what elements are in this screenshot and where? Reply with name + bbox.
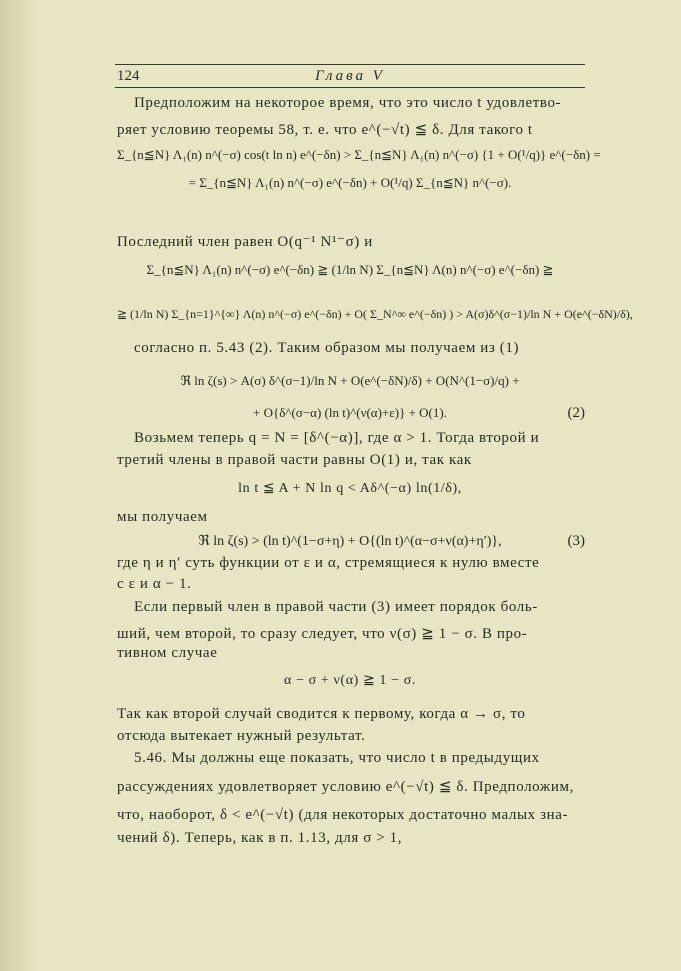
header-top-rule: [115, 64, 585, 65]
formula-line: = Σ_{n≦N} Λ₁(n) n^(−σ) e^(−δn) + O(¹/q) Σ_{n≦N} n^(−σ).: [188, 175, 512, 190]
page-number: 124: [117, 68, 140, 84]
text-line: согласно п. 5.43 (2). Таким образом мы получаем из (1): [134, 340, 520, 356]
equation-number: (2): [567, 405, 585, 421]
text-line: с ε и α − 1.: [117, 576, 192, 592]
text-line: ший, чем второй, то сразу следует, что ν(σ) ≧ 1 − σ. В про-: [117, 626, 528, 642]
text-line: что, наоборот, δ < e^(−√t) (для некоторых достаточно малых зна-: [117, 807, 569, 823]
scan-shadow: [0, 0, 40, 971]
text-line: Так как второй случай сводится к первому, когда α → σ, то: [117, 706, 526, 722]
formula-line: α − σ + ν(α) ≧ 1 − σ.: [284, 673, 416, 688]
text-line: Возьмем теперь q = N = [δ^(−α)], где α > 1. Тогда второй и: [134, 430, 540, 446]
formula-line: ℜ ln ζ(s) > (ln t)^(1−σ+η) + O{(ln t)^(α−σ+ν(α)+η′)},: [198, 534, 502, 549]
formula-line: ≧ (1/ln N) Σ_{n=1}^{∞} Λ(n) n^(−σ) e^(−δn) + O( Σ_N^∞ e^(−δn) ) > A(σ)δ^(σ−1)/ln N + O(e^(−δN)/δ),: [117, 307, 633, 321]
text-line: Последний член равен O(q⁻¹ N¹⁻σ) и: [117, 234, 373, 250]
text-line: рассуждениях удовлетворяет условию e^(−√t) ≦ δ. Предположим,: [117, 779, 574, 795]
equation-number: (3): [567, 533, 585, 549]
text-line: Предположим на некоторое время, что это число t удовлетво-: [134, 95, 562, 111]
text-line: отсюда вытекает нужный результат.: [117, 728, 366, 744]
text-line: где η и η′ суть функции от ε и α, стремящиеся к нулю вместе: [117, 555, 540, 571]
formula-line: Σ_{n≦N} Λ₁(n) n^(−σ) cos(t ln n) e^(−δn) > Σ_{n≦N} Λ₁(n) n^(−σ) {1 + O(¹/q)} e^(−δn) =: [117, 147, 601, 162]
formula-line: + O{δ^(σ−α) (ln t)^(ν(α)+ε)} + O(1).: [253, 405, 447, 420]
text-line: тивном случае: [117, 645, 218, 661]
formula-line: ln t ≦ A + N ln q < Aδ^(−α) ln(1/δ),: [238, 481, 462, 496]
text-line: Если первый член в правой части (3) имеет порядок боль-: [134, 599, 538, 615]
section-start-line: 5.46. Мы должны еще показать, что число t в предыдущих: [134, 750, 540, 766]
formula-line: Σ_{n≦N} Λ₁(n) n^(−σ) e^(−δn) ≧ (1/ln N) Σ_{n≦N} Λ(n) n^(−σ) e^(−δn) ≧: [146, 262, 554, 277]
text-line: мы получаем: [117, 509, 208, 525]
header-bottom-rule: [115, 87, 585, 88]
text-line: третий члены в правой части равны O(1) и, так как: [117, 452, 472, 468]
chapter-title: Глава V: [315, 68, 385, 84]
formula-line: ℜ ln ζ(s) > A(σ) δ^(σ−1)/ln N + O(e^(−δN)/δ) + O(N^(1−σ)/q) +: [180, 373, 520, 388]
text-line: ряет условию теоремы 58, т. е. что e^(−√t) ≦ δ. Для такого t: [117, 122, 533, 138]
text-line: чений δ). Теперь, как в п. 1.13, для σ > 1,: [117, 830, 403, 846]
